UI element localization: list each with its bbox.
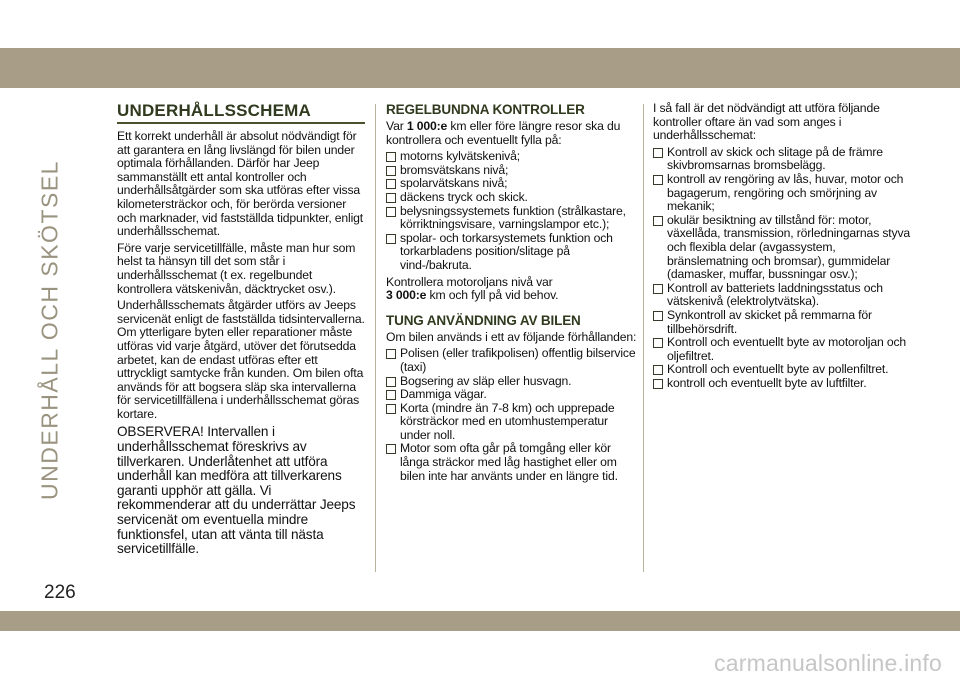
checkbox-bullet-icon xyxy=(386,444,396,454)
extra-check-list xyxy=(653,146,915,391)
list-item: Kontroll av skick och slitage på de främre skivbromsarnas bromsbelägg. xyxy=(653,146,915,173)
checkbox-bullet-icon xyxy=(653,379,663,389)
watermark-text: carmanualsonline.info xyxy=(714,650,942,676)
checkbox-bullet-icon xyxy=(653,365,663,375)
column-regular-checks xyxy=(386,102,638,486)
list-item: kontroll och eventuellt byte av luftfilter. xyxy=(653,377,915,391)
intro-text: Var xyxy=(386,119,404,133)
paragraph: Ett korrekt underhåll är absolut nödvändigt för att garantera en lång livslängd för bilen under optimala förhållanden. Därför har Jeep sammanställt ett antal kontroller och underhållsåtgärder som ska utföras efter vissa kilometersträckor och, för berörda versioner och marknader, vid fastställda tidpunkter, enligt underhållsschemat. xyxy=(117,129,364,239)
list-item: bromsvätskans nivå; xyxy=(386,164,638,178)
list-item: Dammiga vägar. xyxy=(386,388,638,402)
checkbox-bullet-icon xyxy=(386,193,396,203)
header-band xyxy=(0,48,960,88)
checkbox-bullet-icon xyxy=(653,311,663,321)
page-number: 226 xyxy=(44,582,76,603)
section-title: UNDERHÅLLSSCHEMA xyxy=(117,102,365,124)
footer-band xyxy=(0,611,960,631)
checkbox-bullet-icon xyxy=(653,338,663,348)
list-item: däckens tryck och skick. xyxy=(386,191,638,205)
paragraph: Om bilen används i ett av följande förhållanden: xyxy=(386,329,637,344)
list-item: belysningssystemets funktion (strålkastare, körriktningsvisare, varningslampor etc.); xyxy=(386,205,638,232)
column-divider xyxy=(643,104,644,572)
chapter-side-label: UNDERHÅLL OCH SKÖTSEL xyxy=(36,160,63,500)
checkbox-bullet-icon xyxy=(386,166,396,176)
top-margin xyxy=(0,0,960,48)
list-item: spolar- och torkarsystemets funktion och torkarbladens position/slitage på vind-/bakruta. xyxy=(386,232,638,273)
paragraph: Underhållsschemats åtgärder utförs av Jeeps servicenät enligt de fastställda tidsintervallerna. Om ytterligare byten eller reparationer måste utföras vid varje åtgärd, utöver det förutsedda arbetet, kan de endast utföras efter ett uttryckligt samtycke från kunden. Om bilen ofta används för att bogsera släp ska intervallerna för servicetillfällena i underhållsschemat göras kortare. xyxy=(117,298,365,421)
checkbox-bullet-icon xyxy=(653,216,663,226)
list-item: Motor som ofta går på tomgång eller kör långa sträckor med låg hastighet eller om bilen inte har använts under en längre tid. xyxy=(386,442,638,483)
heavy-use-list xyxy=(386,347,638,483)
section-heading: REGELBUNDNA KONTROLLER xyxy=(386,102,585,117)
list-item: okulär besiktning av tillstånd för: motor, växellåda, transmission, rörledningarnas styva och flexibla delar (avgassystem, bränslematning och bromsar), gummidelar (damasker, muffar, bussningar osv.); xyxy=(653,214,915,282)
section-heading: TUNG ANVÄNDNING AV BILEN xyxy=(386,312,581,328)
paragraph xyxy=(386,120,638,147)
intro-text: km eller före längre resor ska du kontrollera och eventuellt fylla på: xyxy=(386,119,621,147)
paragraph: Kontrollera motoroljans nivå var 3 000:e km och fyll på vid behov. xyxy=(386,274,559,303)
interval-value: 1 000:e xyxy=(406,119,448,133)
checkbox-bullet-icon xyxy=(653,175,663,185)
paragraph: Före varje servicetillfälle, måste man hur som helst ta hänsyn till det som står i underhållsschemat (t ex. regelbundet kontrollera vätskenivån, däcktrycket osv.). xyxy=(117,240,356,296)
column-maintenance-schedule xyxy=(117,102,365,560)
list-item: motorns kylvätskenivå; xyxy=(386,150,638,164)
checkbox-bullet-icon xyxy=(386,377,396,387)
checkbox-bullet-icon xyxy=(386,207,396,217)
checkbox-bullet-icon xyxy=(386,349,396,359)
list-item: Bogsering av släp eller husvagn. xyxy=(386,375,638,389)
list-item: Korta (mindre än 7-8 km) och upprepade körsträckor med en utomhustemperatur under noll. xyxy=(386,402,638,443)
list-item: Polisen (eller trafikpolisen) offentlig bilservice (taxi) xyxy=(386,347,638,374)
paragraph: I så fall är det nödvändigt att utföra följande kontroller oftare än vad som anges i underhållsschemat: xyxy=(653,101,880,143)
list-item: Kontroll och eventuellt byte av motoroljan och oljefiltret. xyxy=(653,336,915,363)
list-item: kontroll av rengöring av lås, huvar, motor och bagagerum, rengöring och smörjning av mekanik; xyxy=(653,173,915,214)
checkbox-bullet-icon xyxy=(653,284,663,294)
list-item: Kontroll och eventuellt byte av pollenfiltret. xyxy=(653,363,915,377)
column-divider xyxy=(375,104,376,572)
checkbox-bullet-icon xyxy=(386,234,396,244)
check-list xyxy=(386,150,638,272)
checkbox-bullet-icon xyxy=(386,404,396,414)
checkbox-bullet-icon xyxy=(386,152,396,162)
checkbox-bullet-icon xyxy=(386,390,396,400)
note-paragraph: OBSERVERA! Intervallen i underhållsschemat föreskrivs av tillverkaren. Underlåtenhet att utföra underhåll kan medföra att tillverkarens garanti upphör att gälla. Vi rekommenderar att du underrättar Jeeps servicenät om eventuella mindre funktionsfel, utan att vänta till nästa servicetillfälle. xyxy=(117,424,356,557)
list-item: Kontroll av batteriets laddningsstatus och vätskenivå (elektrolytvätska). xyxy=(653,282,915,309)
list-item: spolarvätskans nivå; xyxy=(386,177,638,191)
column-heavy-use-checks xyxy=(653,102,915,393)
checkbox-bullet-icon xyxy=(653,148,663,158)
list-item: Synkontroll av skicket på remmarna för tillbehörsdrift. xyxy=(653,309,915,336)
checkbox-bullet-icon xyxy=(386,179,396,189)
interval-value: 3 000:e xyxy=(386,288,427,303)
